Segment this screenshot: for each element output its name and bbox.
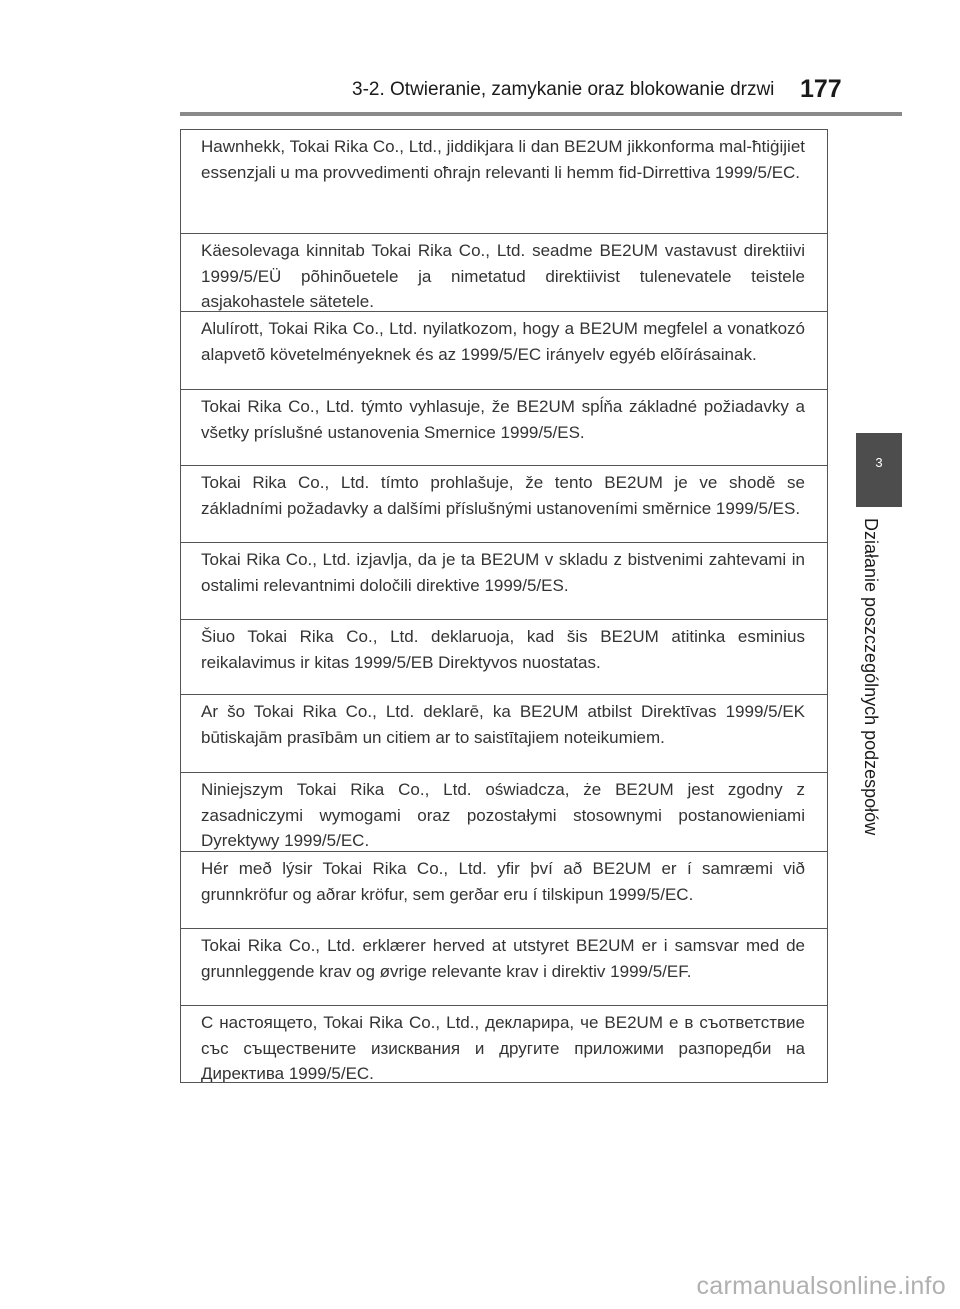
declaration-text: Käesolevaga kinnitab Tokai Rika Co., Ltd. seadme BE2UM vastavust direktiivi 1999/5/EÜ põhinõuetele ja nimetatud direktiivist tulenevatele teistele asjakohastele sätetele.: [201, 241, 805, 311]
chapter-tab: [856, 433, 902, 507]
declarations-table: [180, 129, 828, 1083]
declaration-text: Alulírott, Tokai Rika Co., Ltd. nyilatkozom, hogy a BE2UM megfelel a vonatkozó alapvetõ követelményeknek és az 1999/5/EC irányelv egyéb elõírásainak.: [201, 319, 805, 364]
declaration-text: Hér með lýsir Tokai Rika Co., Ltd. yfir því að BE2UM er í samræmi við grunnkröfur og aðrar kröfur, sem gerðar eru í tilskipun 1999/5/EC.: [201, 859, 805, 904]
declaration-row-lt: [181, 619, 827, 694]
page-number: 177: [800, 75, 842, 103]
declaration-text: С настоящето, Tokai Rika Co., Ltd., декларира, че BE2UM е в съответствие със съществените изисквания и другите приложими разпоредби на Директива 1999/5/ЕС.: [201, 1013, 805, 1082]
declaration-row-mt: [181, 130, 827, 233]
header-divider: [180, 112, 902, 116]
declaration-row-sk: [181, 389, 827, 465]
declaration-text: Ar šo Tokai Rika Co., Ltd. deklarē, ka BE2UM atbilst Direktīvas 1999/5/EK būtiskajām prasībām un citiem ar to saistītajiem noteikumiem.: [201, 702, 805, 747]
declaration-row-lv: [181, 694, 827, 772]
declaration-text: Tokai Rika Co., Ltd. týmto vyhlasuje, že BE2UM spĺňa základné požiadavky a všetky príslušné ustanovenia Smernice 1999/5/ES.: [201, 397, 805, 442]
watermark: carmanualsonline.info: [696, 1272, 946, 1300]
declaration-text: Tokai Rika Co., Ltd. tímto prohlašuje, že tento BE2UM je ve shodě se základními požadavky a dalšími příslušnými ustanoveními směrnice 1999/5/ES.: [201, 473, 805, 518]
declaration-text: Tokai Rika Co., Ltd. erklærer herved at utstyret BE2UM er i samsvar med de grunnleggende krav og øvrige relevante krav i direktiv 1999/5/EF.: [201, 936, 805, 981]
chapter-caption: Działanie poszczególnych podzespołów: [861, 518, 881, 836]
declaration-text: Tokai Rika Co., Ltd. izjavlja, da je ta BE2UM v skladu z bistvenimi zahtevami in ostalimi relevantnimi določili direktive 1999/5/ES.: [201, 550, 805, 595]
declaration-text: Hawnhekk, Tokai Rika Co., Ltd., jiddikjara li dan BE2UM jikkonforma mal-ħtiġijiet essenzjali u ma provvedimenti oħrajn relevanti li hemm fid-Dirrettiva 1999/5/EC.: [201, 137, 805, 182]
declaration-row-bg: [181, 1005, 827, 1082]
declaration-row-sl: [181, 542, 827, 619]
declaration-row-hu: [181, 311, 827, 389]
chapter-number: 3: [875, 455, 883, 470]
declaration-row-is: [181, 851, 827, 928]
declaration-row-pl: [181, 772, 827, 851]
declaration-text: Šiuo Tokai Rika Co., Ltd. deklaruoja, kad šis BE2UM atitinka esminius reikalavimus ir kitas 1999/5/EB Direktyvos nuostatas.: [201, 627, 805, 672]
declaration-text: Niniejszym Tokai Rika Co., Ltd. oświadcza, że BE2UM jest zgodny z zasadniczymi wymogami oraz pozostałymi stosownymi postanowieniami Dyrektywy 1999/5/EC.: [201, 780, 805, 850]
declaration-row-et: [181, 233, 827, 311]
declaration-row-no: [181, 928, 827, 1005]
section-title: 3-2. Otwieranie, zamykanie oraz blokowanie drzwi: [352, 79, 775, 100]
declaration-row-cs: [181, 465, 827, 542]
